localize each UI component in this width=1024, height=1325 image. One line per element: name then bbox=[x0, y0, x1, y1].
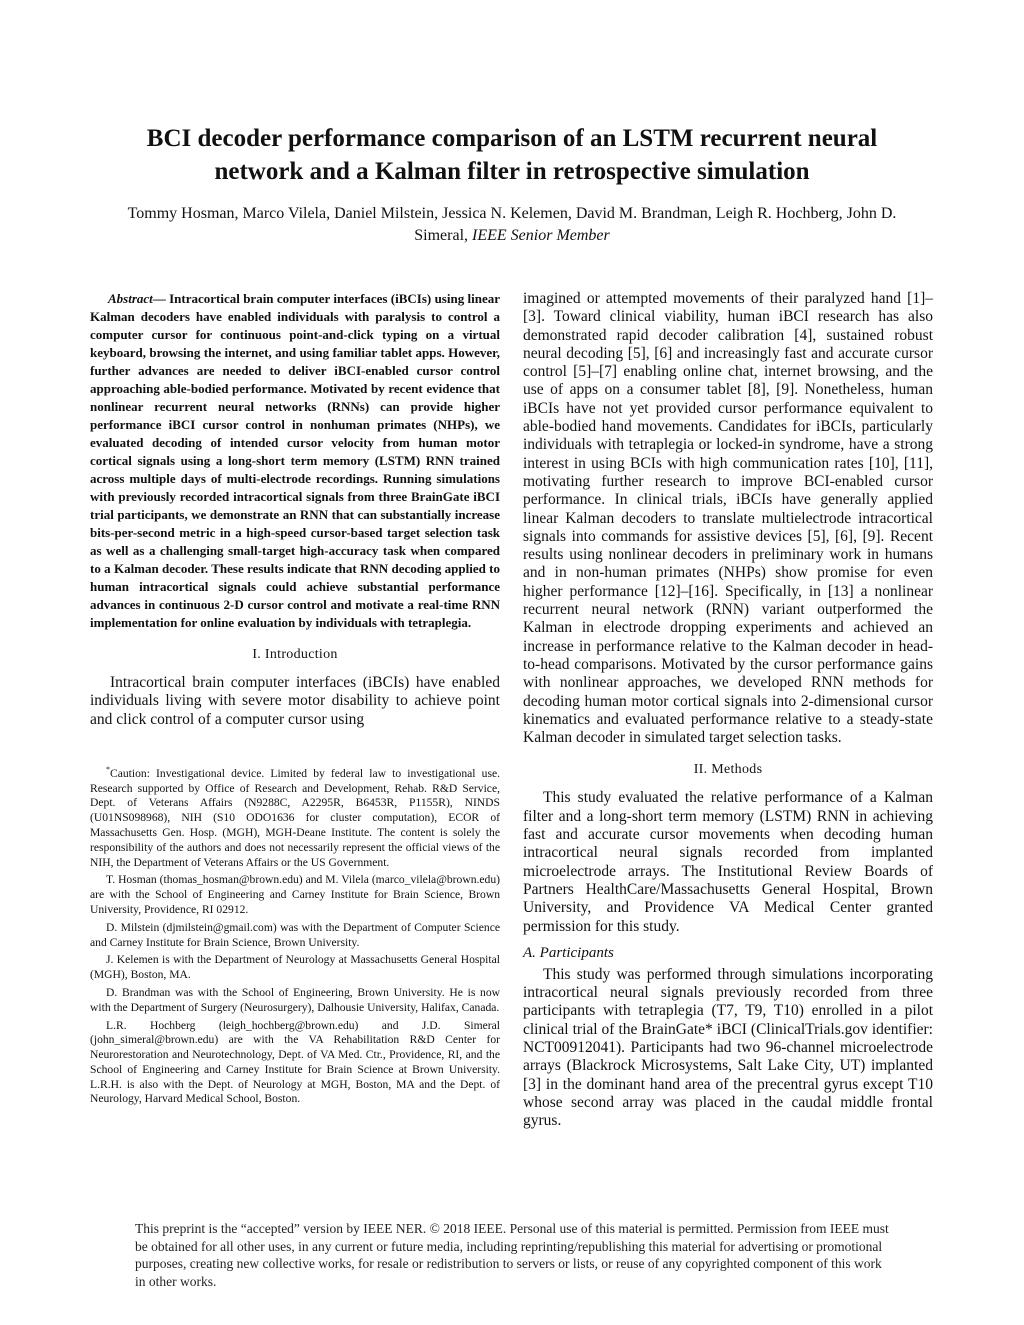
authors-role: IEEE Senior Member bbox=[472, 227, 610, 244]
intro-paragraph-start: Intracortical brain computer interfaces (iBCIs) have enabled individuals living with severe motor disability to achieve point and click control of a computer cursor using bbox=[90, 674, 500, 728]
section-heading-methods: II. Methods bbox=[693, 762, 763, 778]
footnotes bbox=[90, 763, 500, 1107]
footnote-hosman-vilela: T. Hosman (thomas_hosman@brown.edu) and M. Vilela (marco_vilela@brown.edu) are with the School of Engineering and Carney Institute for Brain Science, Brown University, Providence, RI 02912. bbox=[90, 873, 500, 916]
subsection-heading-participants: A. Participants bbox=[523, 944, 614, 961]
authors-names: Tommy Hosman, Marco Vilela, Daniel Milstein, Jessica N. Kelemen, David M. Brandman, Leigh R. Hochberg, John D. Simeral, bbox=[127, 205, 897, 244]
methods-paragraph: This study evaluated the relative performance of a Kalman filter and a long-short term memory (LSTM) RNN in achieving fast and accurate cursor movements when decoding human intracortical neural signals recorded from implanted microelectrode arrays. The Institutional Review Boards of Partners HealthCare/Massachusetts General Hospital, Brown University, and Providence VA Medical Center granted permission for this study. bbox=[523, 789, 933, 935]
abstract-dash: — bbox=[152, 291, 170, 306]
footnote-kelemen: J. Kelemen is with the Department of Neurology at Massachusetts General Hospital (MGH), Boston, MA. bbox=[90, 953, 500, 982]
title-line-2: network and a Kalman filter in retrospective simulation bbox=[214, 158, 810, 185]
footnote-hochberg-simeral: L.R. Hochberg (leigh_hochberg@brown.edu) and J.D. Simeral (john_simeral@brown.edu) are with the VA Rehabilitation R&D Center for Neurorestoration and Neurotechnology, Dept. of VA Med. Ctr., Providence, RI, and the School of Engineering and Carney Institute for Brain Science at Brown University. L.R.H. is also with the Dept. of Neurology at MGH, Boston, MA and the Dept. of Neurology, Harvard Medical School, Boston. bbox=[90, 1018, 500, 1106]
footnote-milstein: D. Milstein (djmilstein@gmail.com) was with the Department of Computer Science and Carney Institute for Brain Science, Brown University. bbox=[90, 920, 500, 949]
abstract-label: Abstract bbox=[108, 291, 153, 306]
preprint-notice: This preprint is the “accepted” version by IEEE NER. © 2018 IEEE. Personal use of this material is permitted. Permission from IEEE must be obtained for all other uses, in any current or future media, including reprinting/republishing this material for advertising or promotional purposes, creating new collective works, for resale or redistribution to servers or lists, or reuse of any copyrighted component of this work in other works. bbox=[135, 1221, 889, 1289]
paper-title bbox=[80, 122, 944, 188]
abstract bbox=[90, 290, 500, 632]
left-column bbox=[90, 290, 500, 1110]
section-heading-introduction: I. Introduction bbox=[252, 647, 338, 662]
author-list bbox=[110, 203, 914, 247]
footnote-funding: *Caution: Investigational device. Limited by federal law to investigational use. Research supported by Office of Research and Development, Rehab. R&D Service, Dept. of Veterans Affairs (N9288C, A2295R, B6453R, P1155R), NINDS (U01NS098968), NIH (S10 ODO1636 for cluster computation), ECOR of Massachusetts Gen. Hosp. (MGH), MGH-Deane Institute. The content is solely the responsibility of the authors and does not necessarily represent the official views of the NIH, the Department of Veterans Affairs or the US Government. bbox=[90, 764, 500, 869]
footnote-brandman: D. Brandman was with the School of Engineering, Brown University. He is now with the Department of Surgery (Neurosurgery), Dalhousie University, Halifax, Canada. bbox=[90, 985, 500, 1014]
intro-paragraph-continued: imagined or attempted movements of their paralyzed hand [1]–[3]. Toward clinical viability, human iBCI research has also demonstrated rapid decoder calibration [4], sustained robust neural decoding [5], [6] and increasingly fast and accurate cursor control [5]–[7] enabling online chat, internet browsing, and the use of apps on a consumer tablet [8], [9]. Nonetheless, human iBCIs have not yet provided cursor performance equivalent to able-bodied hand movements. Candidates for iBCIs, particularly individuals with tetraplegia or locked-in syndrome, have a strong interest in using BCIs with high communication rates [10], [11], motivating further research to improve BCI-enabled cursor performance. In clinical trials, iBCIs have generally applied linear Kalman decoders to translate multielectrode intracortical signals into commands for assistive devices [5], [6], [9]. Recent results using nonlinear decoders in preliminary work in humans and in non-human primates (NHPs) show promise for even higher performance [12]–[16]. Specifically, in [13] a nonlinear recurrent neural network (RNN) variant outperformed the Kalman in electrode dropping experiments and achieved an increase in performance relative to the Kalman decoder in head-to-head comparisons. Motivated by the cursor performance gains with nonlinear approaches, we developed RNN methods for decoding human motor cortical signals into 2-dimensional cursor kinematics and evaluated performance relative to a steady-state Kalman decoder in simulated target selection tasks. bbox=[523, 290, 933, 747]
right-column bbox=[523, 290, 933, 1130]
footnote-mark: * bbox=[106, 764, 110, 774]
title-line-1: BCI decoder performance comparison of an LSTM recurrent neural bbox=[146, 125, 878, 152]
participants-paragraph: This study was performed through simulations incorporating intracortical neural signals previously recorded from three participants with tetraplegia (T7, T9, T10) enrolled in a pilot clinical trial of the BrainGate* iBCI (ClinicalTrials.gov identifier: NCT00912041). Participants had two 96-channel microelectrode arrays (Blackrock Microsystems, Salt Lake City, UT) implanted [3] in the dominant hand area of the precentral gyrus except T10 whose second array was placed in the caudal middle frontal gyrus. bbox=[523, 965, 933, 1130]
abstract-text: Intracortical brain computer interfaces (iBCIs) using linear Kalman decoders have enabled individuals with paralysis to control a computer cursor for continuous point-and-click typing on a virtual keyboard, browsing the internet, and using familiar tablet apps. However, further advances are needed to deliver iBCI-enabled cursor control approaching able-bodied performance. Motivated by recent evidence that nonlinear recurrent neural networks (RNNs) can provide higher performance iBCI cursor control in nonhuman primates (NHPs), we evaluated decoding of intended cursor velocity from human motor cortical signals using a long-short term memory (LSTM) RNN trained across multiple days of multi-electrode recordings. Running simulations with previously recorded intracortical signals from three BrainGate iBCI trial participants, we demonstrate an RNN that can substantially increase bits-per-second metric in a high-speed cursor-based target selection task as well as a challenging small-target high-accuracy task when compared to a Kalman decoder. These results indicate that RNN decoding applied to human intracortical signals could achieve substantial performance advances in continuous 2-D cursor control and motivate a real-time RNN implementation for online evaluation by individuals with tetraplegia. bbox=[90, 291, 501, 630]
